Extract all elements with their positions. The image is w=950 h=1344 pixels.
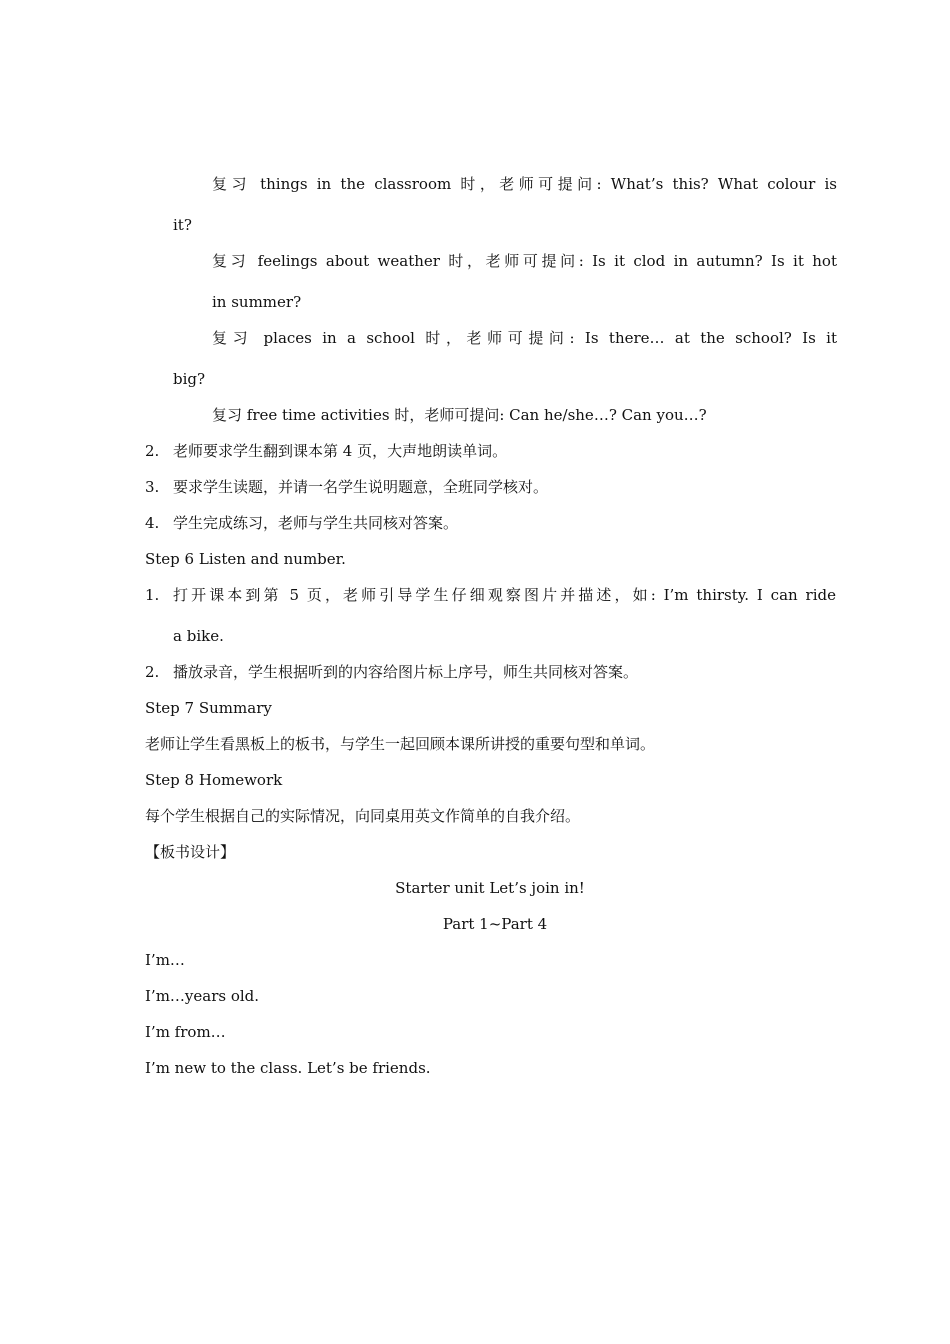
- list-item: [145, 585, 836, 605]
- list-text: 学生完成练习，老师与学生共同核对答案。: [173, 514, 459, 532]
- board-subtitle: Part 1~Part 4: [442, 915, 548, 933]
- board-heading: 【板书设计】: [145, 843, 236, 861]
- step7-heading: Step 7 Summary: [145, 699, 272, 717]
- list-number: 4.: [145, 514, 160, 532]
- review-things-line-cont: it?: [173, 216, 192, 234]
- list-number: 2.: [145, 663, 160, 681]
- step8-text: 每个学生根据自己的实际情况，向同桌用英文作简单的自我介绍。: [145, 807, 581, 825]
- list-item: [145, 441, 507, 461]
- board-line: I’m from…: [145, 1023, 226, 1041]
- list-number: 1.: [145, 586, 160, 604]
- list-text-cont: a bike.: [173, 627, 224, 645]
- list-number: 2.: [145, 442, 160, 460]
- step8-heading: Step 8 Homework: [145, 771, 283, 789]
- step6-heading: Step 6 Listen and number.: [145, 550, 346, 568]
- list-item: [145, 662, 638, 682]
- board-line: I’m…years old.: [145, 987, 260, 1005]
- review-feelings-line-cont: in summer?: [212, 293, 302, 311]
- list-number: 3.: [145, 478, 160, 496]
- review-places-line: 复习 places in a school 时，老师可提问: Is there… at the school? Is it: [212, 329, 837, 347]
- step7-text: 老师让学生看黑板上的板书，与学生一起回顾本课所讲授的重要句型和单词。: [145, 735, 656, 753]
- list-item: [145, 477, 548, 497]
- list-item: [145, 513, 458, 533]
- board-line: I’m new to the class. Let’s be friends.: [145, 1059, 431, 1077]
- list-text: 老师要求学生翻到课本第 4 页，大声地朗读单词。: [173, 442, 508, 460]
- review-things-line: 复习 things in the classroom 时，老师可提问: What’s this? What colour is: [212, 175, 837, 193]
- list-text: 要求学生读题，并请一名学生说明题意，全班同学核对。: [173, 478, 549, 496]
- board-title: Starter unit Let’s join in!: [395, 879, 585, 897]
- review-activities-line: 复习 free time activities 时，老师可提问: Can he/she…? Can you…?: [212, 406, 707, 424]
- board-line: I’m…: [145, 951, 185, 969]
- review-places-line-cont: big?: [173, 370, 206, 388]
- list-text: 打开课本到第 5 页，老师引导学生仔细观察图片并描述，如: I’m thirsty. I can ride: [173, 586, 836, 604]
- list-text: 播放录音，学生根据听到的内容给图片标上序号，师生共同核对答案。: [173, 663, 639, 681]
- review-feelings-line: 复习 feelings about weather 时，老师可提问: Is it clod in autumn? Is it hot: [212, 252, 837, 270]
